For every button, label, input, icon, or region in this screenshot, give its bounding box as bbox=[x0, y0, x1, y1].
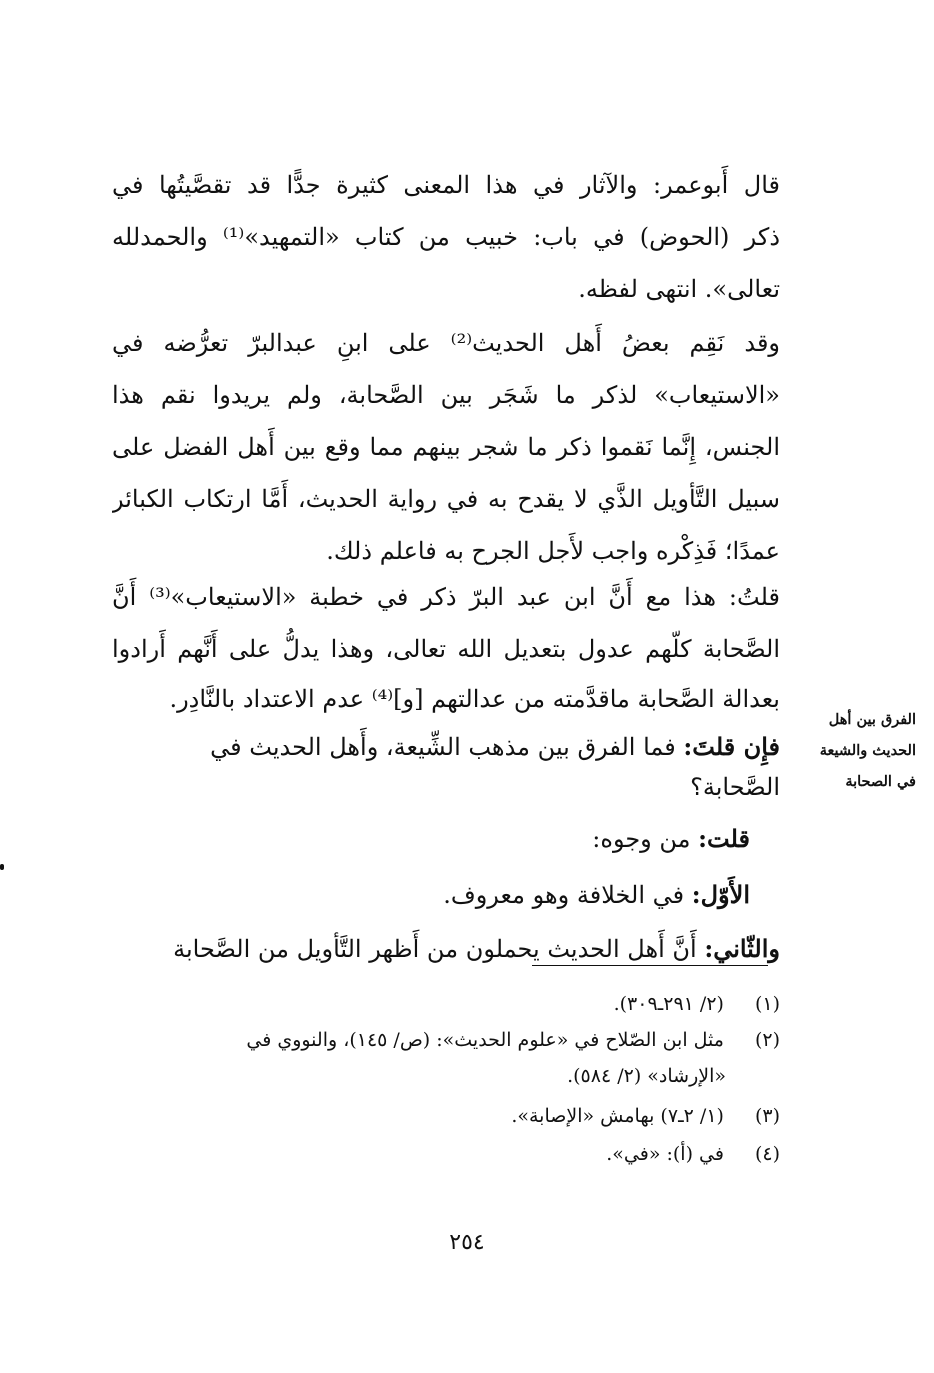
footnote-4 bbox=[112, 1136, 780, 1172]
page-number: ٢٥٤ bbox=[449, 1230, 485, 1255]
footnote-number: (١) bbox=[754, 993, 780, 1015]
first-point-lead: الأَوّل: bbox=[691, 880, 750, 909]
footnote-3 bbox=[112, 1098, 780, 1134]
paragraph-2-line-2: «الاستيعاب» لذكر ما شَجَر بين الصَّحابة، ولم يريدوا نقم هذا bbox=[112, 381, 780, 409]
answer-lead: قلت: bbox=[698, 824, 750, 853]
paragraph-3-line-2: الصَّحابة كلّهم عدول بتعديل الله تعالى، وهذا يدلُّ على أَنَّهم أَرادوا bbox=[112, 635, 780, 663]
footnote-1 bbox=[112, 986, 780, 1022]
paragraph-3-line-3: بعدالة الصَّحابة ماقدَّمته من عدالتهم [و]⁽⁴⁾ عدم الاعتداد بالنَّادِر. bbox=[169, 685, 780, 713]
margin-note bbox=[796, 704, 916, 797]
paragraph-2-line-4: سبيل التَّأويل الذَّي لا يقدح به في رواية الحديث، أَمَّا ارتكاب الكبائر bbox=[112, 485, 780, 513]
paragraph-1-line-1: قال أَبوعمر: والآثار في هذا المعنى كثيرة جدًّا قد تقصَّيتُها في bbox=[112, 171, 780, 199]
scan-speck bbox=[0, 864, 4, 870]
footnote-number: (٣) bbox=[754, 1105, 780, 1127]
paragraph-3-line-1: قلتُ: هذا مع أَنَّ ابن عبد البرّ ذكر في خطبة «الاستيعاب»⁽³⁾ أَنَّ bbox=[112, 583, 780, 611]
paragraph-2-line-3: الجنس، إِنَّما نَقموا ذكر ما شجر بينهم مما وقع بين أَهل الفضل على bbox=[112, 433, 780, 461]
first-point-text: في الخلافة وهو معروف. bbox=[443, 881, 692, 909]
answer-line bbox=[112, 814, 780, 864]
paragraph-1-line-3: تعالى». انتهى لفظه. bbox=[578, 275, 780, 303]
question-text: فما الفرق بين مذهب الشِّيعة، وأَهل الحديث في bbox=[210, 733, 684, 761]
paragraph-2-line-1: وقد نَقِم بعضُ أَهل الحديث⁽²⁾ على ابنِ عبدالبرّ تعرُّضه في bbox=[112, 329, 780, 357]
footnote-2 bbox=[112, 1022, 780, 1058]
margin-note-line-2: الحديث والشيعة bbox=[819, 742, 916, 759]
footnote-number: (٢) bbox=[754, 1029, 780, 1051]
first-point-line bbox=[112, 870, 780, 920]
second-point-lead: والثّاني: bbox=[704, 934, 780, 963]
footnote-number: (٤) bbox=[754, 1143, 780, 1165]
paragraph-1-line-2: ذكر (الحوض) في باب: خبيب من كتاب «التمهيد»⁽¹⁾ والحمدلله bbox=[112, 223, 780, 251]
question-lead: فإِن قلتَ: bbox=[683, 732, 780, 761]
margin-note-line-1: الفرق بين أهل bbox=[828, 711, 916, 728]
footnote-text: في (أ): «في». bbox=[606, 1143, 724, 1165]
margin-note-line-3: في الصحابة bbox=[845, 773, 916, 790]
footnotes bbox=[112, 986, 780, 1186]
footnote-text: (١/ ٢ـ٧) بهامش «الإصابة». bbox=[511, 1105, 724, 1127]
question-line-2: الصَّحابة؟ bbox=[690, 773, 780, 801]
paragraph-2-line-5: عمدًا؛ فَذِكْره واجب لأَجل الجرح به فاعلم ذلك. bbox=[326, 537, 780, 565]
footnote-2-continued: «الإرشاد» (٢/ ٥٨٤). bbox=[567, 1065, 726, 1087]
second-point-text: أَنَّ أَهل الحديث يحملون من أَظهر التَّأويل من الصَّحابة bbox=[173, 935, 705, 963]
footnote-separator bbox=[532, 965, 768, 966]
footnote-text: (٢/ ٢٩١ـ٣٠٩). bbox=[613, 993, 724, 1015]
answer-text: من وجوه: bbox=[592, 825, 699, 853]
footnote-text: مثل ابن الصّلاح في «علوم الحديث»: (ص/ ١٤٥)، والنووي في bbox=[246, 1029, 724, 1051]
second-point-line bbox=[112, 924, 780, 974]
